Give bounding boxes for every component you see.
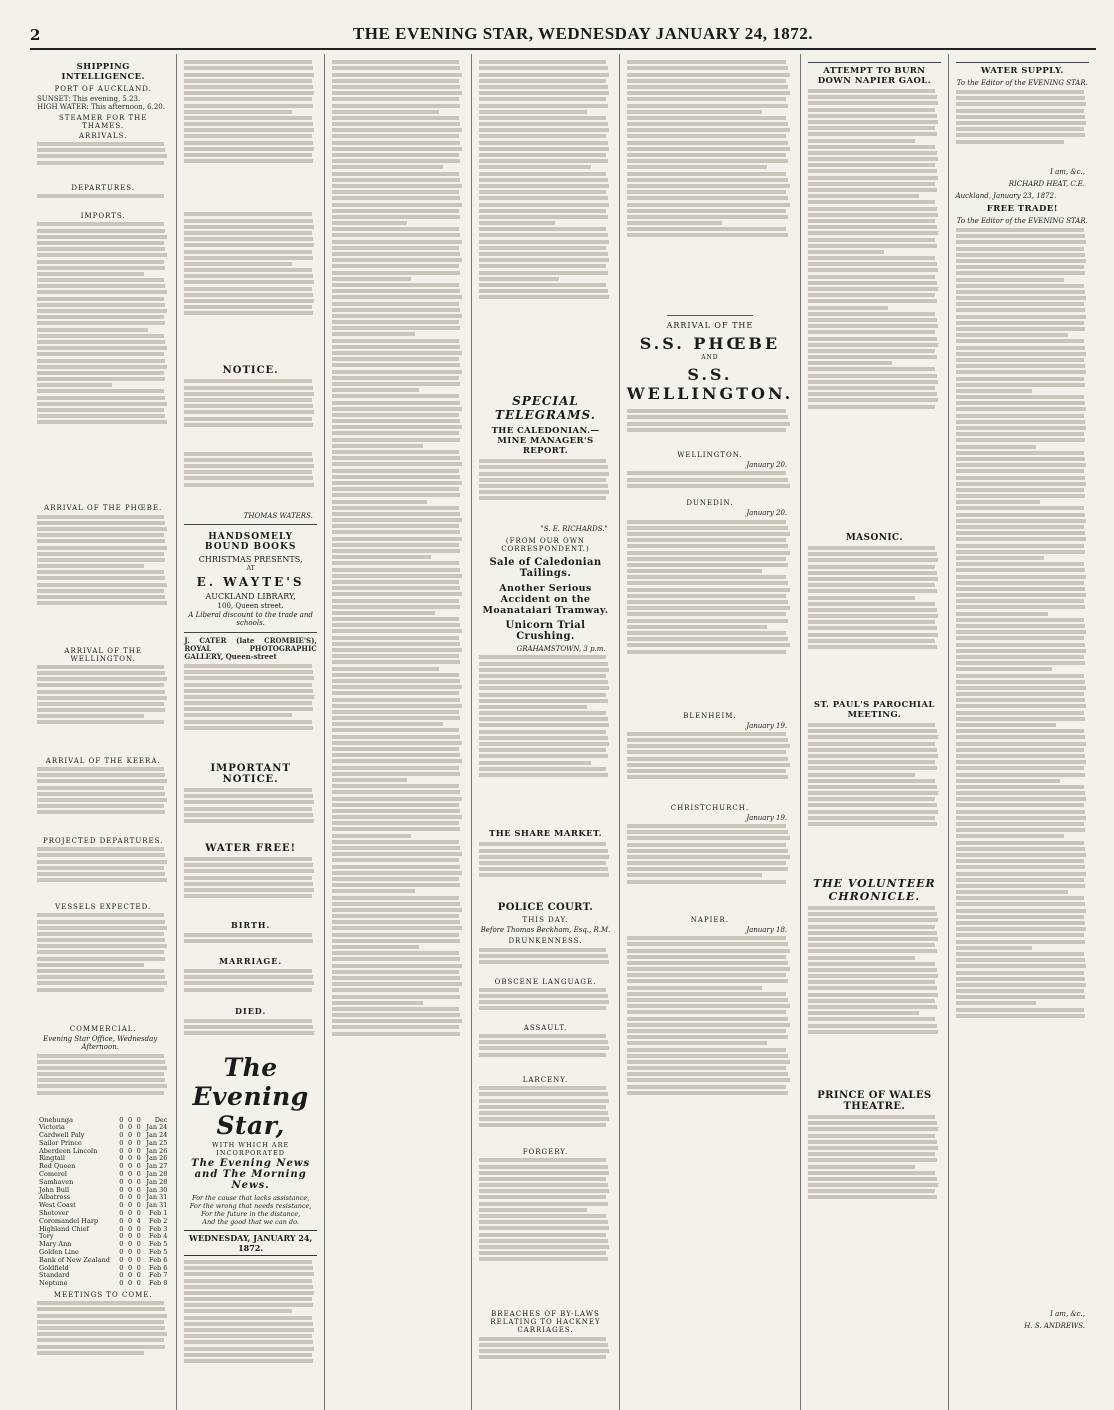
mail-cell-place: Victoria bbox=[39, 1123, 65, 1132]
mail-cell-date: Feb 6 bbox=[149, 1255, 168, 1264]
departures-text bbox=[37, 194, 169, 210]
motto bbox=[184, 1194, 316, 1226]
mail-cell-d2: 0 bbox=[127, 1248, 133, 1257]
books-sub: CHRISTMAS PRESENTS, bbox=[198, 554, 303, 564]
christchurch-town: CHRISTCHURCH. bbox=[670, 803, 750, 812]
steamer-heading: STEAMER FOR THE THAMES. bbox=[59, 113, 148, 130]
ship-wellington: S.S. WELLINGTON. bbox=[626, 365, 794, 404]
mail-cell-date: Jan 31 bbox=[146, 1201, 168, 1210]
blenheim-date: January 19. bbox=[746, 721, 788, 730]
marriage-heading: MARRIAGE. bbox=[219, 955, 283, 966]
mail-cell-d1: 0 bbox=[119, 1224, 124, 1233]
water-free-heading: WATER FREE! bbox=[205, 842, 296, 854]
column-3 bbox=[325, 54, 472, 1410]
christchurch-date: January 19. bbox=[746, 813, 788, 822]
mail-cell-place: Goldfield bbox=[39, 1263, 69, 1272]
mail-cell-d2: 0 bbox=[127, 1224, 133, 1233]
mail-cell-d1: 0 bbox=[119, 1209, 124, 1218]
editorial-continued-text bbox=[332, 60, 464, 1390]
mail-cell-date: Jan 26 bbox=[146, 1154, 168, 1163]
mail-cell-d3: 0 bbox=[136, 1138, 141, 1147]
mail-cell-d1: 0 bbox=[119, 1170, 124, 1179]
water-free-text bbox=[184, 857, 316, 917]
mail-cell-place: Samhaven bbox=[39, 1177, 74, 1186]
mail-cell-d2: 0 bbox=[127, 1232, 133, 1241]
sunset-line: SUNSET: This evening, 5.23. bbox=[37, 95, 141, 103]
evening-star-logo: The Evening Star, bbox=[192, 1052, 309, 1140]
mail-cell-place: Mary Ann bbox=[39, 1240, 72, 1249]
mail-cell-date: Jan 24 bbox=[146, 1123, 168, 1132]
mail-cell-d1: 0 bbox=[119, 1154, 124, 1163]
mail-cell-date: Feb 5 bbox=[149, 1240, 168, 1249]
attempt-heading: ATTEMPT TO BURN DOWN NAPIER GAOL. bbox=[808, 62, 940, 86]
dunedin-town: DUNEDIN. bbox=[686, 499, 734, 508]
dunedin-news bbox=[627, 520, 793, 710]
mail-cell-place: Onehunga bbox=[39, 1115, 73, 1124]
mail-cell-d2: 0 bbox=[127, 1162, 133, 1171]
mail-cell-date: Feb 8 bbox=[149, 1279, 168, 1288]
caledonian-signature: "S. E. RICHARDS." bbox=[540, 525, 608, 534]
wellington-text bbox=[37, 665, 169, 755]
divider bbox=[667, 315, 753, 316]
ship-and: AND bbox=[701, 354, 719, 362]
mail-cell-d1: 0 bbox=[119, 1232, 124, 1241]
masonic-text bbox=[808, 546, 940, 696]
phoebe-text bbox=[37, 515, 169, 645]
mail-cell-place: Red Queen bbox=[39, 1162, 76, 1171]
free-i-am: I am, &c., bbox=[1050, 1310, 1085, 1318]
mail-cell-d2: 0 bbox=[127, 1216, 133, 1225]
keera-text bbox=[37, 767, 169, 835]
mail-cell-d1: 0 bbox=[119, 1131, 124, 1140]
mail-cell-d3: 0 bbox=[136, 1279, 141, 1288]
phoebe-heading: ARRIVAL OF THE PHŒBE. bbox=[44, 504, 163, 513]
mail-cell-d1: 0 bbox=[119, 1279, 124, 1288]
mail-cell-d1: 0 bbox=[119, 1115, 124, 1124]
free-trade-heading: FREE TRADE! bbox=[986, 204, 1058, 214]
larceny-text bbox=[479, 1086, 611, 1146]
died-text bbox=[184, 1019, 316, 1047]
volunteer-text bbox=[808, 906, 940, 1086]
important-heading: IMPORTANT NOTICE. bbox=[210, 762, 291, 785]
mail-cell-place: Sailor Prince bbox=[39, 1138, 82, 1147]
napier-date: January 18. bbox=[746, 925, 788, 934]
wellington-date: January 20. bbox=[746, 461, 788, 470]
mail-cell-d1: 0 bbox=[119, 1255, 124, 1264]
local-news-text bbox=[479, 60, 611, 390]
newspaper-title: THE EVENING STAR, WEDNESDAY JANUARY 24, 1872. bbox=[352, 24, 814, 43]
mail-cell-d2: 0 bbox=[127, 1279, 133, 1288]
obscene-heading: OBSCENE LANGUAGE. bbox=[494, 977, 597, 986]
books-heading: HANDSOMELY BOUND BOOKS bbox=[204, 531, 297, 552]
mail-cell-date: Feb 1 bbox=[149, 1209, 168, 1218]
tailings-heading: Sale of Caledonian Tailings. bbox=[489, 557, 602, 580]
post-office-text bbox=[184, 212, 316, 362]
forgery-heading: FORGERY. bbox=[522, 1148, 569, 1157]
mail-cell-d2: 0 bbox=[127, 1115, 133, 1124]
larceny-heading: LARCENY. bbox=[522, 1075, 569, 1084]
projected-text bbox=[37, 847, 169, 901]
mail-cell-date: Feb 3 bbox=[149, 1224, 168, 1233]
mail-cell-d1: 0 bbox=[119, 1193, 124, 1202]
mail-cell-place: Cardwell Paly bbox=[39, 1131, 85, 1140]
mail-cell-d3: 4 bbox=[136, 1216, 141, 1225]
mail-cell-place: West Coast bbox=[39, 1201, 76, 1210]
wayte-address: 100, Queen street. bbox=[217, 601, 284, 610]
mail-cell-d2: 0 bbox=[127, 1131, 133, 1140]
mail-cell-d3: 0 bbox=[136, 1146, 141, 1155]
column-7 bbox=[949, 54, 1096, 1410]
mail-cell-date: Feb 4 bbox=[149, 1232, 168, 1241]
mail-cell-d1: 0 bbox=[119, 1240, 124, 1249]
column-2 bbox=[177, 54, 324, 1410]
shipping-heading: SHIPPING INTELLIGENCE. bbox=[61, 62, 145, 82]
mail-cell-place: Neptune bbox=[39, 1279, 68, 1288]
assault-heading: ASSAULT. bbox=[523, 1023, 568, 1032]
water-signature: RICHARD HEAT, C.E. bbox=[1008, 180, 1085, 188]
mail-cell-d1: 0 bbox=[119, 1216, 124, 1225]
notice-signature: THOMAS WATERS. bbox=[243, 511, 313, 520]
gallery-heading: J. CATER (late CROMBIE'S), ROYAL PHOTOGRAPHIC GALLERY, Queen-street bbox=[184, 635, 317, 662]
notice-heading: NOTICE. bbox=[222, 365, 279, 377]
blenheim-news bbox=[627, 732, 793, 802]
mail-cell-d2: 0 bbox=[127, 1271, 133, 1280]
share-market-text bbox=[479, 842, 611, 898]
mail-cell-d3: 0 bbox=[136, 1115, 141, 1124]
drunkenness-text bbox=[479, 948, 611, 976]
logo-incorporated: The Evening News and The Morning News. bbox=[191, 1157, 311, 1191]
departures-heading: DEPARTURES. bbox=[71, 184, 136, 192]
mail-cell-d1: 0 bbox=[119, 1146, 124, 1155]
dunedin-date: January 20. bbox=[746, 509, 788, 518]
high-water-line: HIGH WATER: This afternoon, 6.20. bbox=[37, 103, 165, 112]
water-to-editor: To the Editor of the EVENING STAR. bbox=[956, 79, 1088, 87]
prince-text bbox=[808, 1115, 940, 1235]
keera-heading: ARRIVAL OF THE KEERA. bbox=[45, 756, 161, 765]
mail-cell-date: Feb 6 bbox=[149, 1263, 168, 1272]
mails-table bbox=[37, 1117, 169, 1289]
ship-phoebe: S.S. PHŒBE bbox=[639, 334, 781, 354]
projected-heading: PROJECTED DEPARTURES. bbox=[43, 836, 164, 845]
motto-line-3: For the future in the distance, bbox=[201, 1209, 301, 1218]
mail-cell-date: Feb 5 bbox=[149, 1248, 168, 1257]
mail-cell-d2: 0 bbox=[127, 1138, 133, 1147]
stpaul-heading: ST. PAUL'S PAROCHIAL MEETING. bbox=[813, 700, 935, 720]
mail-cell-d3: 0 bbox=[136, 1224, 141, 1233]
editorial-text bbox=[184, 1260, 316, 1410]
mail-cell-d2: 0 bbox=[127, 1201, 133, 1210]
free-trade-text bbox=[956, 228, 1089, 1308]
wellington-heading: ARRIVAL OF THE WELLINGTON. bbox=[64, 646, 142, 663]
shipping-ads-text bbox=[184, 60, 316, 210]
mail-cell-d3: 0 bbox=[136, 1154, 141, 1163]
mail-cell-d3: 0 bbox=[136, 1255, 141, 1264]
mail-cell-d3: 0 bbox=[136, 1201, 141, 1210]
columns bbox=[30, 54, 1096, 1399]
marriage-text bbox=[184, 969, 316, 1003]
mail-cell-place: Bank of New Zealand bbox=[39, 1255, 110, 1264]
stpaul-text bbox=[808, 723, 940, 873]
volunteer-heading: THE VOLUNTEER CHRONICLE. bbox=[813, 877, 936, 903]
wayte-place: AUCKLAND LIBRARY, bbox=[205, 591, 296, 601]
napier-news bbox=[627, 936, 793, 1156]
wayte-advertisement bbox=[184, 524, 316, 633]
column-4 bbox=[472, 54, 619, 1410]
mail-cell-place: Ringtail bbox=[39, 1154, 65, 1163]
mail-cell-place: Aberdeen Lincoln bbox=[39, 1146, 98, 1155]
mail-cell-date: Dec bbox=[154, 1115, 168, 1124]
mail-cell-d3: 0 bbox=[136, 1185, 141, 1194]
mail-cell-d3: 0 bbox=[136, 1232, 141, 1241]
mail-cell-d1: 0 bbox=[119, 1162, 124, 1171]
mail-cell-date: Feb 7 bbox=[149, 1271, 168, 1280]
mail-cell-d2: 0 bbox=[127, 1263, 133, 1272]
mail-cell-d3: 0 bbox=[136, 1263, 141, 1272]
mail-cell-date: Jan 28 bbox=[146, 1177, 168, 1186]
motto-line-4: And the good that we can do. bbox=[202, 1217, 299, 1226]
obscene-text bbox=[479, 988, 611, 1022]
mail-cell-place: Standard bbox=[39, 1271, 70, 1280]
water-place: Auckland, January 23, 1872. bbox=[955, 192, 1057, 200]
local-news-2-text bbox=[627, 60, 793, 310]
caledonian-heading: THE CALEDONIAN.—MINE MANAGER'S REPORT. bbox=[491, 426, 600, 457]
own-correspondent: (FROM OUR OWN CORRESPONDENT.) bbox=[501, 537, 590, 554]
mail-cell-date: Jan 25 bbox=[146, 1138, 168, 1147]
mail-cell-d1: 0 bbox=[119, 1185, 124, 1194]
water-letter-text bbox=[956, 90, 1089, 166]
mail-cell-date: Feb 2 bbox=[149, 1216, 168, 1225]
christchurch-news bbox=[627, 824, 793, 914]
mail-cell-d2: 0 bbox=[127, 1185, 133, 1194]
police-court-heading: POLICE COURT. bbox=[497, 902, 594, 914]
accident-heading: Another Serious Accident on the Moanataiari Tramway. bbox=[482, 583, 609, 617]
hackney-heading: BREACHES OF BY-LAWS RELATING TO HACKNEY CARRIAGES. bbox=[490, 1310, 601, 1335]
mail-cell-d3: 0 bbox=[136, 1170, 141, 1179]
mail-cell-d1: 0 bbox=[119, 1177, 124, 1186]
mail-cell-d3: 0 bbox=[136, 1193, 141, 1202]
mail-cell-d3: 0 bbox=[136, 1162, 141, 1171]
mail-cell-d2: 0 bbox=[127, 1123, 133, 1132]
forgery-text bbox=[479, 1158, 611, 1308]
arrival-text bbox=[627, 409, 793, 449]
motto-line-1: For the cause that lacks assistance, bbox=[191, 1193, 310, 1202]
water-supply-heading: WATER SUPPLY. bbox=[956, 62, 1089, 76]
imports-text bbox=[37, 222, 169, 502]
drunkenness-heading: DRUNKENNESS. bbox=[508, 937, 583, 946]
prince-heading: PRINCE OF WALES THEATRE. bbox=[817, 1090, 932, 1112]
arrival-heading: ARRIVAL OF THE bbox=[666, 321, 754, 331]
died-heading: DIED. bbox=[235, 1005, 267, 1016]
wayte-tagline: A Liberal discount to the trade and schools. bbox=[188, 610, 313, 627]
mail-cell-place: John Bull bbox=[39, 1185, 70, 1194]
mail-cell-d3: 0 bbox=[136, 1271, 141, 1280]
column-1 bbox=[30, 54, 177, 1410]
mail-cell-place: Coromandel Harp bbox=[39, 1216, 99, 1225]
mail-cell-date: Jan 28 bbox=[146, 1170, 168, 1179]
free-to-editor: To the Editor of the EVENING STAR. bbox=[956, 217, 1088, 225]
mail-cell-d3: 0 bbox=[136, 1177, 141, 1186]
mail-cell-place: Tory bbox=[39, 1232, 54, 1241]
meetings-heading: MEETINGS TO COME. bbox=[53, 1291, 153, 1300]
mail-cell-d1: 0 bbox=[119, 1123, 124, 1132]
mail-cell-d3: 0 bbox=[136, 1240, 141, 1249]
mail-cell-d2: 0 bbox=[127, 1146, 133, 1155]
napier-town: NAPIER. bbox=[690, 915, 730, 924]
telegram-text bbox=[479, 655, 611, 825]
mail-cell-d3: 0 bbox=[136, 1131, 141, 1140]
imports-heading: IMPORTS. bbox=[80, 212, 126, 221]
logo-with: WITH WHICH ARE INCORPORATED bbox=[211, 1140, 290, 1157]
mail-cell-date: Jan 26 bbox=[146, 1146, 168, 1155]
mail-cell-place: Shotover bbox=[39, 1209, 69, 1218]
mail-cell-d2: 0 bbox=[127, 1255, 133, 1264]
port-heading: PORT OF AUCKLAND. bbox=[54, 85, 152, 93]
share-market-heading: THE SHARE MARKET. bbox=[488, 829, 602, 840]
books-at: AT bbox=[246, 564, 255, 572]
unicorn-heading: Unicorn Trial Crushing. bbox=[505, 620, 586, 643]
retiring-text bbox=[184, 452, 316, 510]
mail-cell-place: Comerel bbox=[39, 1170, 67, 1179]
mail-cell-date: Jan 27 bbox=[146, 1162, 168, 1171]
water-i-am: I am, &c., bbox=[1050, 168, 1085, 176]
mail-cell-d2: 0 bbox=[127, 1177, 133, 1186]
gallery-text bbox=[184, 664, 316, 760]
police-before: Before Thomas Beckham, Esq., R.M. bbox=[480, 926, 611, 935]
attempt-text bbox=[808, 89, 940, 529]
caledonian-text bbox=[479, 459, 611, 523]
masthead bbox=[30, 14, 1096, 50]
mail-cell-d2: 0 bbox=[127, 1209, 133, 1218]
special-telegrams-heading: SPECIAL TELEGRAMS. bbox=[495, 394, 596, 423]
motto-line-2: For the wrong that needs resistance, bbox=[189, 1201, 312, 1210]
arrivals-text bbox=[37, 142, 169, 182]
page-number: 2 bbox=[30, 26, 41, 44]
birth-heading: BIRTH. bbox=[230, 919, 271, 930]
hackney-text bbox=[479, 1337, 611, 1377]
notice-text bbox=[184, 379, 316, 449]
mail-cell-d1: 0 bbox=[119, 1248, 124, 1257]
commercial-text bbox=[37, 1054, 169, 1114]
arrivals-heading: ARRIVALS. bbox=[79, 131, 128, 140]
commercial-dateline: Evening Star Office, Wednesday Afternoon. bbox=[43, 1035, 158, 1052]
column-6 bbox=[801, 54, 948, 1410]
expected-heading: VESSELS EXPECTED. bbox=[55, 903, 152, 912]
mail-cell-place: Highland Chief bbox=[39, 1224, 89, 1233]
mail-row bbox=[37, 1280, 169, 1288]
mail-cell-d1: 0 bbox=[119, 1201, 124, 1210]
mail-cell-d1: 0 bbox=[119, 1263, 124, 1272]
police-this-day: THIS DAY. bbox=[522, 916, 569, 925]
expected-text bbox=[37, 913, 169, 1023]
meetings-text bbox=[37, 1301, 169, 1381]
free-signature: H. S. ANDREWS. bbox=[1024, 1322, 1085, 1330]
mail-cell-date: Jan 24 bbox=[146, 1131, 168, 1140]
wellington-town: WELLINGTON. bbox=[677, 451, 743, 460]
mail-cell-d3: 0 bbox=[136, 1248, 141, 1257]
grahamstown-dateline: GRAHAMSTOWN, 3 p.m. bbox=[516, 645, 606, 654]
mail-cell-place: Albatross bbox=[39, 1193, 71, 1202]
column-5 bbox=[620, 54, 801, 1410]
mail-cell-d2: 0 bbox=[127, 1170, 133, 1179]
blenheim-town: BLENHEIM. bbox=[683, 711, 737, 720]
mail-cell-d2: 0 bbox=[127, 1240, 133, 1249]
editorial-date: WEDNESDAY, JANUARY 24, 1872. bbox=[184, 1230, 316, 1256]
wayte-name: E. WAYTE'S bbox=[196, 574, 305, 589]
mail-cell-d2: 0 bbox=[127, 1154, 133, 1163]
masonic-heading: MASONIC. bbox=[845, 533, 903, 543]
mail-cell-d2: 0 bbox=[127, 1193, 133, 1202]
mail-cell-d1: 0 bbox=[119, 1138, 124, 1147]
mail-cell-d3: 0 bbox=[136, 1123, 141, 1132]
commercial-heading: COMMERCIAL. bbox=[69, 1025, 137, 1034]
mail-cell-d1: 0 bbox=[119, 1271, 124, 1280]
mail-cell-place: Golden Line bbox=[39, 1248, 79, 1257]
important-text bbox=[184, 788, 316, 840]
assault-text bbox=[479, 1034, 611, 1074]
mail-cell-date: Jan 30 bbox=[146, 1185, 168, 1194]
birth-text bbox=[184, 933, 316, 953]
wellington-news bbox=[627, 471, 793, 497]
mail-cell-date: Jan 31 bbox=[146, 1193, 168, 1202]
mail-cell-d3: 0 bbox=[136, 1209, 141, 1218]
